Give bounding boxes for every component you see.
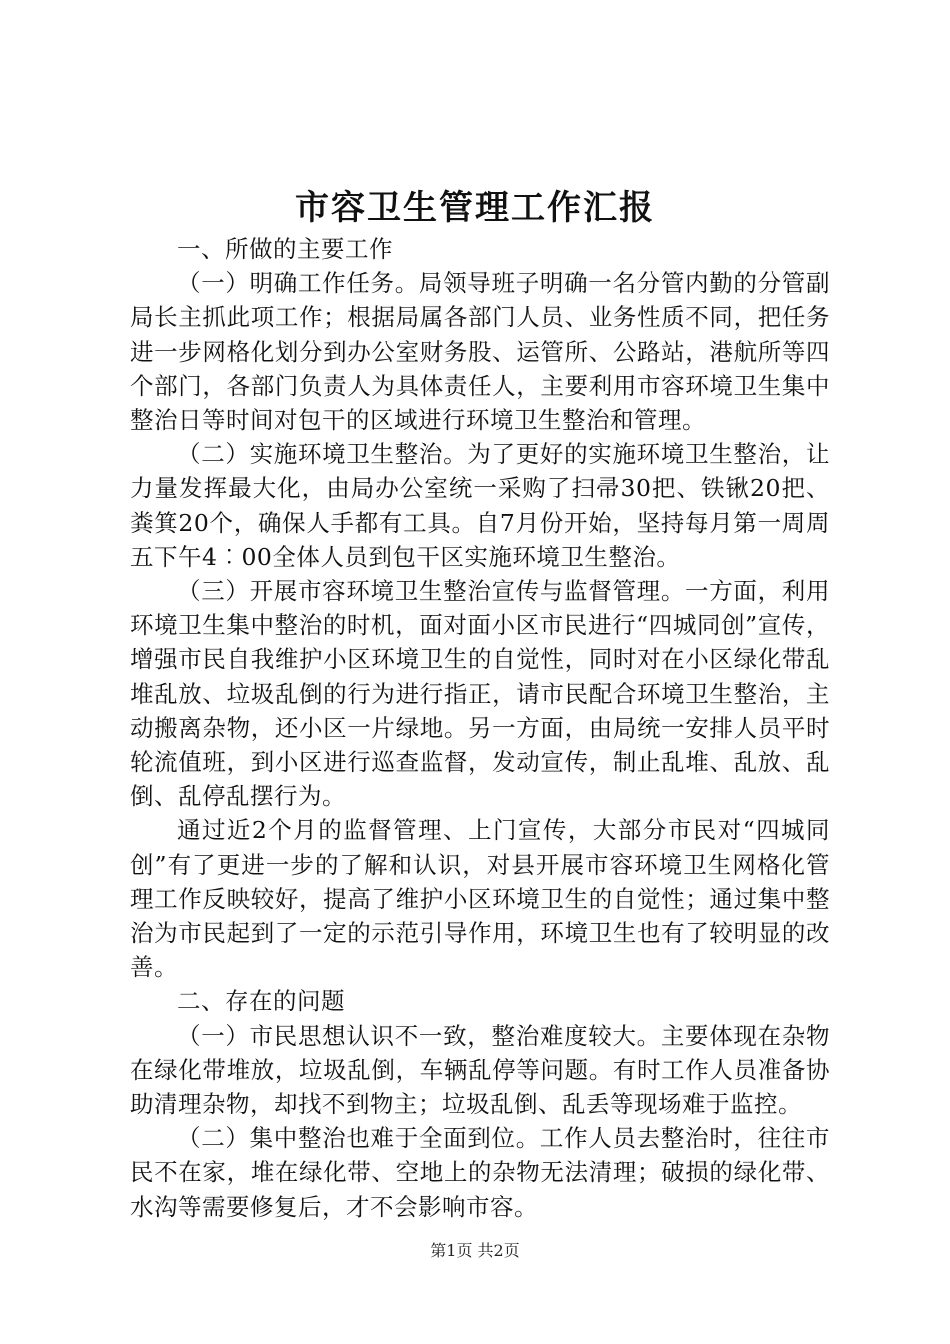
paragraph: （一）市民思想认识不一致，整治难度较大。主要体现在杂物在绿化带堆放，垃圾乱倒，车辆乱停等问题。有时工作人员准备协助清理杂物，却找不到物主；垃圾乱倒、乱丢等现场难于监控。 <box>130 1021 830 1119</box>
paragraph: （三）开展市容环境卫生整治宣传与监督管理。一方面，利用环境卫生集中整治的时机，面对面小区市民进行“四城同创”宣传，增强市民自我维护小区环境卫生的自觉性，同时对在小区绿化带乱堆乱放、垃圾乱倒的行为进行指正，请市民配合环境卫生整治，主动搬离杂物，还小区一片绿地。另一方面，由局统一安排人员平时轮流值班，到小区进行巡查监督，发动宣传，制止乱堆、乱放、乱倒、乱停乱摆行为。 <box>130 577 830 811</box>
paragraph: （二）实施环境卫生整治。为了更好的实施环境卫生整治，让力量发挥最大化，由局办公室统一采购了扫帚30把、铁锹20把、粪箕20个，确保人手都有工具。自7月份开始，坚持每月第一周周五下午4︰00全体人员到包干区实施环境卫生整治。 <box>130 440 830 571</box>
paragraph: 通过近2个月的监督管理、上门宣传，大部分市民对“四城同创”有了更进一步的了解和认识，对县开展市容环境卫生网格化管理工作反映较好，提高了维护小区环境卫生的自觉性；通过集中整治为市民起到了一定的示范引导作用，环境卫生也有了较明显的改善。 <box>130 816 830 982</box>
document-title: 市容卫生管理工作汇报 <box>295 188 655 228</box>
page-footer: 第1页 共2页 <box>430 1241 520 1260</box>
paragraph: （二）集中整治也难于全面到位。工作人员去整治时，往往市民不在家，堆在绿化带、空地上的杂物无法清理；破损的绿化带、水沟等需要修复后，才不会影响市容。 <box>130 1124 830 1221</box>
paragraph: （一）明确工作任务。局领导班子明确一名分管内勤的分管副局长主抓此项工作；根据局属各部门人员、业务性质不同，把任务进一步网格化划分到办公室财务股、运管所、公路站，港航所等四个部门，各部门负责人为具体责任人，主要利用市容环境卫生集中整治日等时间对包干的区域进行环境卫生整治和管理。 <box>130 269 830 435</box>
document-body <box>130 232 830 1224</box>
section-heading-1: 一、所做的主要工作 <box>177 235 393 263</box>
section-heading-2: 二、存在的问题 <box>177 987 345 1016</box>
